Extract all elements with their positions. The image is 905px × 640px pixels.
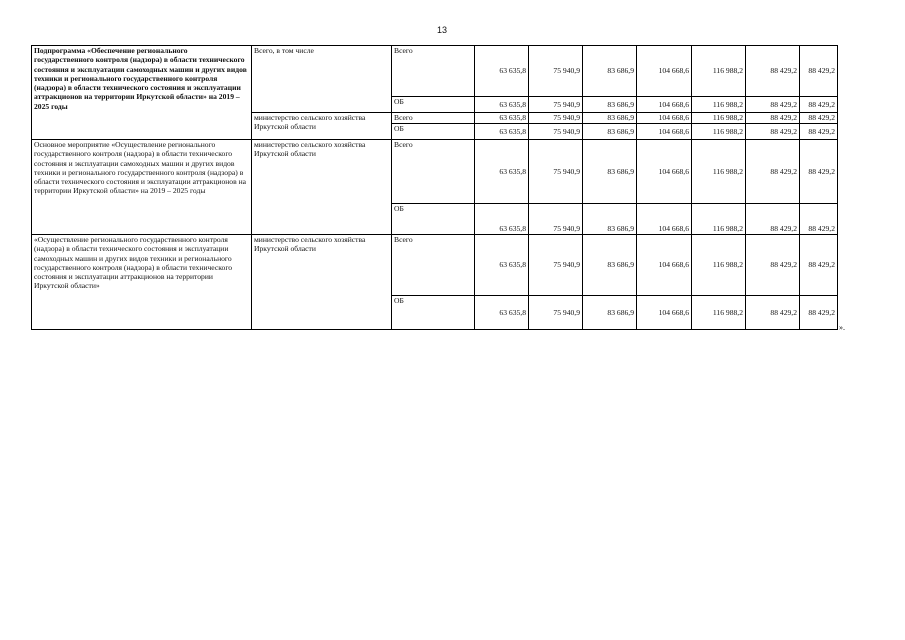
value-cell: 75 940,9 xyxy=(529,124,583,140)
value-cell: 75 940,9 xyxy=(529,46,583,97)
value-cell: 116 988,2 xyxy=(692,140,746,204)
value-cell: 104 668,6 xyxy=(637,113,692,124)
value-cell: 83 686,9 xyxy=(583,97,637,113)
value-cell: 83 686,9 xyxy=(583,140,637,204)
value-cell: 88 429,2 xyxy=(746,204,800,235)
value-cell: 88 429,2 xyxy=(746,97,800,113)
source-cell: ОБ xyxy=(392,124,475,140)
value-cell: 104 668,6 xyxy=(637,97,692,113)
value-cell: 75 940,9 xyxy=(529,97,583,113)
value-cell: 88 429,2 xyxy=(746,235,800,296)
closing-quote-mark: ». xyxy=(839,323,845,332)
table-row xyxy=(32,140,838,204)
value-cell: 116 988,2 xyxy=(692,113,746,124)
activity-item-name-cell: «Осуществление регионального государственного контроля (надзора) в области технического состояния и эксплуатации самоходных машин и других видов техники и регионального государственного контроля (надзора) в области технического состояния и эксплуатации аттракционов на территории Иркутской области» xyxy=(32,235,252,330)
table-row xyxy=(32,46,838,97)
value-cell: 116 988,2 xyxy=(692,235,746,296)
executor-ministry-cell: министерство сельского хозяйства Иркутской области xyxy=(252,113,392,140)
value-cell: 88 429,2 xyxy=(800,46,838,97)
value-cell: 88 429,2 xyxy=(800,140,838,204)
activity-name-cell: Основное мероприятие «Осуществление регионального государственного контроля (надзора) в области технического состояния и эксплуатации самоходных машин и других видов техники и регионального государственного контроля (надзора) в области технического состояния и эксплуатации аттракционов на территории Иркутской области» на 2019 – 2025 годы xyxy=(32,140,252,235)
value-cell: 116 988,2 xyxy=(692,296,746,330)
value-cell: 83 686,9 xyxy=(583,113,637,124)
executor-cell: министерство сельского хозяйства Иркутской области xyxy=(252,140,392,235)
value-cell: 63 635,8 xyxy=(475,204,529,235)
source-cell: Всего xyxy=(392,235,475,296)
value-cell: 88 429,2 xyxy=(746,296,800,330)
budget-table xyxy=(31,45,838,330)
value-cell: 88 429,2 xyxy=(800,204,838,235)
value-cell: 63 635,8 xyxy=(475,235,529,296)
value-cell: 83 686,9 xyxy=(583,296,637,330)
value-cell: 75 940,9 xyxy=(529,113,583,124)
value-cell: 63 635,8 xyxy=(475,113,529,124)
value-cell: 63 635,8 xyxy=(475,124,529,140)
value-cell: 104 668,6 xyxy=(637,235,692,296)
value-cell: 116 988,2 xyxy=(692,124,746,140)
source-cell: Всего xyxy=(392,46,475,97)
value-cell: 88 429,2 xyxy=(746,46,800,97)
source-cell: ОБ xyxy=(392,97,475,113)
value-cell: 116 988,2 xyxy=(692,97,746,113)
value-cell: 83 686,9 xyxy=(583,124,637,140)
value-cell: 75 940,9 xyxy=(529,140,583,204)
source-cell: ОБ xyxy=(392,204,475,235)
value-cell: 104 668,6 xyxy=(637,46,692,97)
value-cell: 75 940,9 xyxy=(529,235,583,296)
value-cell: 88 429,2 xyxy=(800,97,838,113)
value-cell: 88 429,2 xyxy=(800,113,838,124)
value-cell: 63 635,8 xyxy=(475,46,529,97)
value-cell: 88 429,2 xyxy=(746,140,800,204)
value-cell: 88 429,2 xyxy=(800,296,838,330)
source-cell: ОБ xyxy=(392,296,475,330)
value-cell: 88 429,2 xyxy=(800,235,838,296)
value-cell: 88 429,2 xyxy=(746,124,800,140)
value-cell: 63 635,8 xyxy=(475,97,529,113)
source-cell: Всего xyxy=(392,113,475,124)
value-cell: 104 668,6 xyxy=(637,296,692,330)
value-cell: 63 635,8 xyxy=(475,140,529,204)
value-cell: 116 988,2 xyxy=(692,204,746,235)
subprogram-name-cell: Подпрограмма «Обеспечение регионального государственного контроля (надзора) в области технического состояния и эксплуатации самоходных машин и других видов техники и регионального государственного контроля (надзора) в области технического состояния и эксплуатации аттракционов на территории Иркутской области» на 2019 – 2025 годы xyxy=(32,46,252,140)
source-cell: Всего xyxy=(392,140,475,204)
page-number: 13 xyxy=(437,25,448,35)
value-cell: 75 940,9 xyxy=(529,296,583,330)
value-cell: 83 686,9 xyxy=(583,46,637,97)
value-cell: 83 686,9 xyxy=(583,204,637,235)
value-cell: 104 668,6 xyxy=(637,124,692,140)
table-row xyxy=(32,235,838,296)
value-cell: 104 668,6 xyxy=(637,204,692,235)
value-cell: 116 988,2 xyxy=(692,46,746,97)
executor-cell: министерство сельского хозяйства Иркутской области xyxy=(252,235,392,330)
value-cell: 88 429,2 xyxy=(746,113,800,124)
value-cell: 83 686,9 xyxy=(583,235,637,296)
value-cell: 75 940,9 xyxy=(529,204,583,235)
executor-total-cell: Всего, в том числе xyxy=(252,46,392,113)
value-cell: 63 635,8 xyxy=(475,296,529,330)
value-cell: 88 429,2 xyxy=(800,124,838,140)
value-cell: 104 668,6 xyxy=(637,140,692,204)
